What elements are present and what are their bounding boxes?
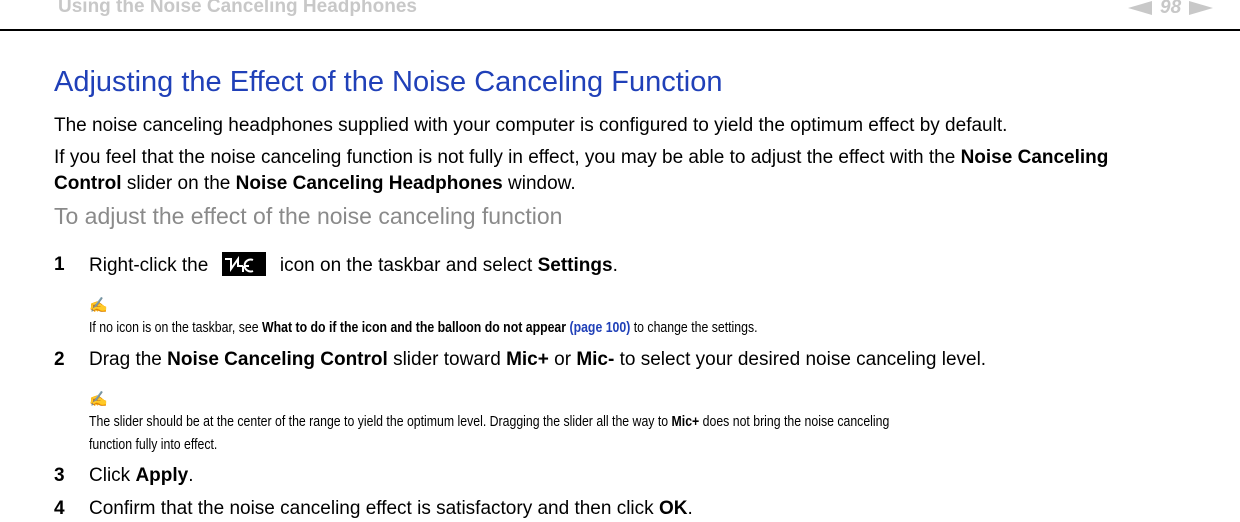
- section-title: Adjusting the Effect of the Noise Canceling Function: [54, 66, 723, 98]
- control-label: Control: [54, 173, 122, 194]
- step-number: 4: [54, 498, 65, 519]
- mic-plus-label: Mic+: [671, 413, 700, 430]
- note-line: [89, 434, 889, 455]
- intro-paragraph-2-cont: [54, 170, 576, 198]
- intro-paragraph-2: [54, 144, 1108, 172]
- intro2-text: window.: [502, 173, 576, 194]
- noise-canceling-control-label: Noise Canceling: [960, 147, 1109, 168]
- step-text-part: .: [188, 465, 194, 486]
- note-text-part: The slider should be at the center of the range to yield the optimum level. Dragging the slider all the way to: [89, 413, 672, 430]
- step-number: 2: [54, 349, 65, 370]
- intro2-text: slider on the: [121, 173, 236, 194]
- window-name-label: Noise Canceling Headphones: [235, 173, 503, 194]
- step-1-note: [89, 317, 758, 338]
- step-number: 3: [54, 465, 65, 486]
- step-2-note: [89, 411, 889, 455]
- pencil-note-icon: ✍: [89, 297, 108, 314]
- note-text-part: to change the settings.: [630, 319, 758, 336]
- step-text-part: Confirm that the noise canceling effect is satisfactory and then click: [89, 498, 659, 519]
- pencil-note-icon: ✍: [89, 391, 108, 408]
- next-page-arrow-icon[interactable]: [1189, 1, 1213, 15]
- mic-minus-label: Mic-: [576, 349, 615, 370]
- step-2-text: [89, 349, 986, 371]
- noise-canceling-control-label: Noise Canceling Control: [167, 349, 388, 370]
- step-number: 1: [54, 254, 65, 275]
- note-text-part: function fully into effect.: [89, 436, 218, 453]
- step-text-part: Drag the: [89, 349, 168, 370]
- step-text-part: to select your desired noise canceling level.: [614, 349, 987, 370]
- note-line: [89, 411, 889, 432]
- page-100-link[interactable]: (page 100): [569, 319, 631, 336]
- step-text-part: Right-click the: [89, 255, 214, 277]
- step-text-part: Click: [89, 465, 136, 486]
- step-text-part: icon on the taskbar and select: [274, 255, 538, 277]
- step-text-part: .: [612, 255, 618, 277]
- note-text-part: does not bring the noise canceling: [699, 413, 890, 430]
- ok-label: OK: [658, 498, 688, 519]
- step-text-part: or: [548, 349, 577, 370]
- apply-label: Apply: [135, 465, 189, 486]
- settings-label: Settings: [537, 255, 613, 277]
- procedure-subheading: To adjust the effect of the noise canceling function: [54, 203, 563, 229]
- step-3-text: [89, 465, 194, 487]
- page-navigation: [1128, 0, 1213, 20]
- mic-plus-label: Mic+: [506, 349, 549, 370]
- note-text-part: If no icon is on the taskbar, see: [89, 319, 262, 336]
- step-4-text: [89, 498, 693, 520]
- header-divider: [0, 29, 1240, 31]
- noise-canceling-taskbar-icon: [222, 252, 266, 276]
- intro-paragraph-1: The noise canceling headphones supplied with your computer is configured to yield the optimum effect by default.: [54, 115, 1008, 136]
- step-text-part: slider toward: [387, 349, 507, 370]
- intro2-text: If you feel that the noise canceling function is not fully in effect, you may be able to adjust the effect with the: [54, 147, 961, 168]
- previous-page-arrow-icon[interactable]: [1128, 1, 1152, 15]
- step-text-part: .: [687, 498, 693, 519]
- troubleshoot-topic: What to do if the icon and the balloon do not appear: [261, 319, 567, 336]
- page-number: 98: [1160, 0, 1182, 18]
- header-title: Using the Noise Canceling Headphones: [58, 0, 417, 17]
- step-1-text: [89, 254, 618, 278]
